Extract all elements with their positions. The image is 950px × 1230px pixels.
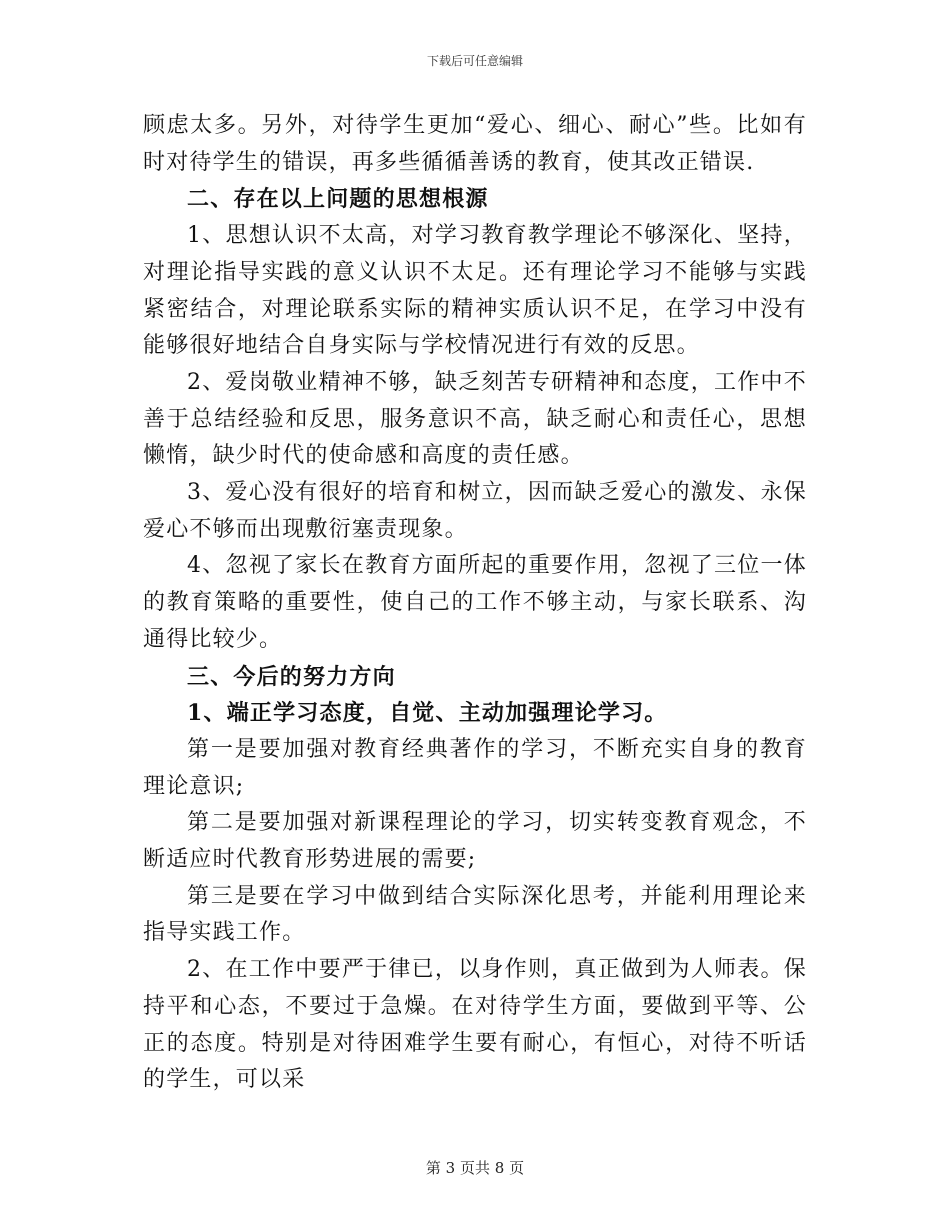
paragraph-work-attitude: 2、在工作中要严于律已，以身作则，真正做到为人师表。保持平和心态，不要过于急燥。在对待学生方面，要做到平等、公正的态度。特别是对待困难学生要有耐心，有恒心，对待不听话的学生，可以采: [143, 957, 807, 1093]
paragraph-cause-1: 1、思想认识不太高，对学习教育教学理论不够深化、坚持，对理论指导实践的意义认识不太足。还有理论学习不能够与实践紧密结合，对理论联系实际的精神实质认识不足，在学习中没有能够很好地结合自身实际与学校情况进行有效的反思。: [143, 223, 807, 359]
paragraph-point-2: 第二是要加强对新课程理论的学习，切实转变教育观念，不断适应时代教育形势进展的需要;: [143, 810, 807, 873]
paragraph-cause-2: 2、爱岗敬业精神不够，缺乏刻苦专研精神和态度，工作中不善于总结经验和反思，服务意识不高，缺乏耐心和责任心，思想懒惰，缺少时代的使命感和高度的责任感。: [143, 369, 807, 469]
paragraph-cause-4: 4、忽视了家长在教育方面所起的重要作用，忽视了三位一体的教育策略的重要性，使自己的工作不够主动，与家长联系、沟通得比较少。: [143, 553, 807, 652]
paragraph-continuation: 顾虑太多。另外，对待学生更加“爱心、细心、耐心”些。比如有时对待学生的错误，再多些循循善诱的教育，使其改正错误.: [143, 113, 807, 175]
paragraph-cause-3: 3、爱心没有很好的培育和树立，因而缺乏爱心的激发、永保爱心不够而出现敷衍塞责现象。: [143, 480, 807, 542]
page-header: 下载后可任意编辑: [426, 54, 523, 68]
paragraph-point-3: 第三是要在学习中做到结合实际深化思考，并能利用理论来指导实践工作。: [143, 883, 807, 946]
document-body: [143, 108, 807, 1099]
paragraph-point-1: 第一是要加强对教育经典著作的学习，不断充实自身的教育理论意识;: [143, 736, 807, 799]
section-heading-2: 二、存在以上问题的思想根源: [187, 186, 489, 213]
page-number: 第 3 页共 8 页: [425, 1159, 525, 1177]
subheading-1: 1、端正学习态度，自觉、主动加强理论学习。: [187, 700, 668, 727]
section-heading-3: 三、今后的努力方向: [187, 663, 396, 690]
